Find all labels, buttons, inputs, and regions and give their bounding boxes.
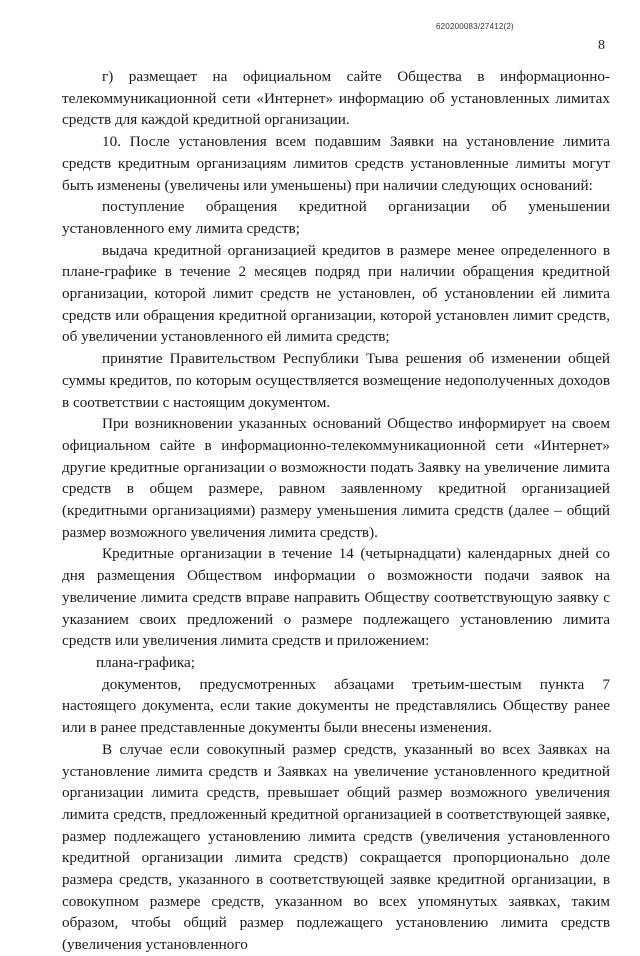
paragraph-credit-orgs-apply: Кредитные организации в течение 14 (четырнадцати) календарных дней со дня размещения Обществом информации о возможности подачи заявок на увеличение лимита средств вправе направить Обществу соответствующую заявку с указанием своих предложений о размере подлежащего установлению лимита средств или увеличения лимита средств и приложением:	[62, 545, 610, 650]
page-number: 8	[598, 38, 605, 53]
paragraph-reason-decrease-request: поступление обращения кредитной организации об уменьшении установленного ему лимита средств;	[62, 198, 610, 237]
paragraph-documents-attachment: документов, предусмотренных абзацами третьим-шестым пункта 7 настоящего документа, если такие документы не представлялись Обществу ранее или в ранее представленные документы были внесены изменения.	[62, 675, 610, 737]
paragraph-schedule-attachment: плана-графика;	[96, 653, 196, 671]
paragraph-item-10: 10. После установления всем подавшим Заявки на установление лимита средств кредитным организациям лимитов средств установленные лимиты могут быть изменены (увеличены или уменьшены) при наличии следующих оснований:	[62, 133, 610, 194]
paragraph-society-informs: При возникновении указанных оснований Общество информирует на своем официальном сайте в информационно-телекоммуникационной сети «Интернет» другие кредитные организации о возможности подать Заявку на увеличение лимита средств в общем размере, равном заявленному кредитной организацией (кредитными организациями) размеру уменьшения лимита средств (далее – общий размер возможного увеличения лимита средств).	[62, 415, 610, 541]
paragraph-reason-low-lending: выдача кредитной организацией кредитов в размере менее определенного в плане-графике в течение 2 месяцев подряд при наличии обращения кредитной организации, которой лимит средств не установлен, об установлении ей лимита средств или обращения кредитной организации, которой установлен лимит средств, об увеличении установленного ей лимита средств;	[62, 241, 610, 346]
document-code: 620200083/27412(2)	[436, 22, 514, 31]
paragraph-proportional-reduction: В случае если совокупный размер средств, указанный во всех Заявках на установление лимита средств и Заявках на увеличение установленного кредитной организации лимита средств, превышает общий размер возможного увеличения лимита средств, предложенный кредитной организацией в соответствующей заявке, размер подлежащего установлению лимита средств (увеличения установленного кредитной организации лимита средств) сокращается пропорционально доле размера средств, указанного в соответствующей заявке кредитной организации, в совокупном размере средств, указанном во всех упомянутых заявках, таким образом, чтобы общий размер подлежащего установлению лимита средств (увеличения установленного	[62, 740, 610, 954]
paragraph-reason-government-decision: принятие Правительством Республики Тыва решения об изменении общей суммы кредитов, по которым осуществляется возмещение недополученных доходов в соответствии с настоящим документом.	[62, 350, 610, 411]
paragraph-publish-limits: г) размещает на официальном сайте Общества в информационно-телекоммуникационной сети «Интернет» информацию об установленных лимитах средств для каждой кредитной организации.	[62, 68, 610, 129]
document-body	[62, 66, 610, 956]
